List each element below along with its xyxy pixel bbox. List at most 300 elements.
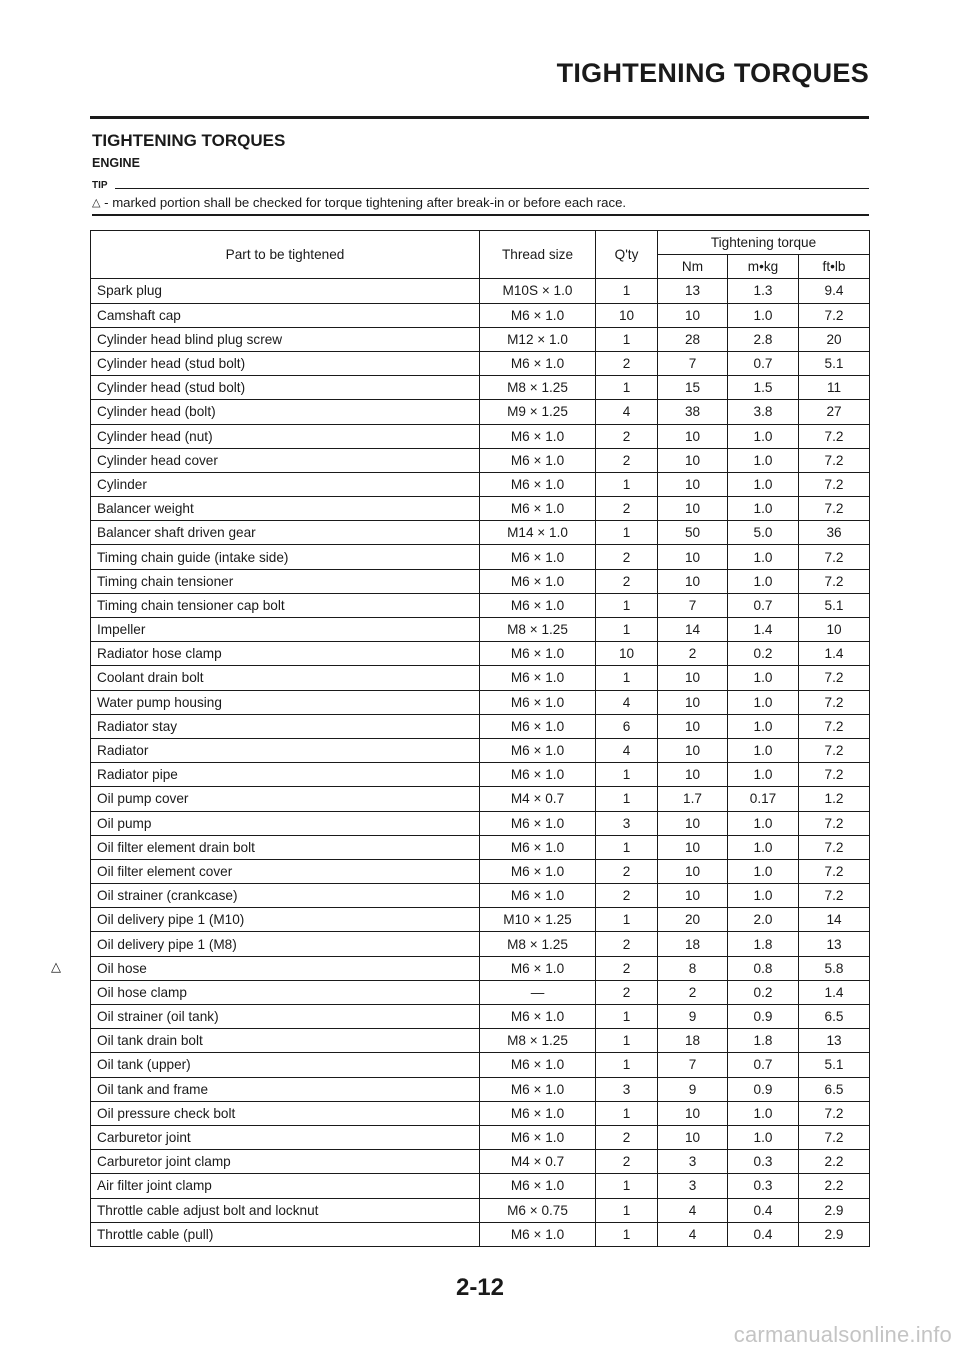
cell-mkg: 1.0 — [728, 763, 799, 787]
cell-mkg: 1.0 — [728, 1101, 799, 1125]
cell-thread: M14 × 1.0 — [480, 521, 596, 545]
cell-qty: 1 — [596, 1198, 658, 1222]
part-name: Coolant drain bolt — [97, 670, 204, 686]
cell-mkg: 1.0 — [728, 666, 799, 690]
cell-nm: 10 — [658, 666, 728, 690]
table-row — [91, 884, 870, 908]
cell-nm: 7 — [658, 593, 728, 617]
torque-table — [51, 230, 870, 1247]
part-name: Oil filter element drain bolt — [97, 839, 255, 855]
part-name: Oil pump — [97, 815, 152, 831]
header-part: Part to be tightened — [91, 231, 480, 279]
cell-mkg: 2.0 — [728, 908, 799, 932]
cell-mkg: 1.0 — [728, 448, 799, 472]
cell-nm: 9 — [658, 1077, 728, 1101]
cell-nm: 18 — [658, 1029, 728, 1053]
cell-nm: 10 — [658, 690, 728, 714]
cell-ftlb: 1.2 — [799, 787, 870, 811]
cell-ftlb: 7.2 — [799, 884, 870, 908]
cell-part — [91, 666, 480, 690]
cell-nm: 8 — [658, 956, 728, 980]
cell-mkg: 0.7 — [728, 593, 799, 617]
cell-part — [91, 376, 480, 400]
table-row — [91, 1053, 870, 1077]
table-row — [91, 690, 870, 714]
cell-ftlb: 7.2 — [799, 714, 870, 738]
cell-qty: 1 — [596, 1101, 658, 1125]
cell-mkg: 0.3 — [728, 1174, 799, 1198]
cell-part — [91, 472, 480, 496]
cell-part — [91, 1077, 480, 1101]
table-row — [91, 859, 870, 883]
cell-nm: 20 — [658, 908, 728, 932]
cell-thread: M6 × 1.0 — [480, 738, 596, 762]
cell-thread: M6 × 1.0 — [480, 690, 596, 714]
cell-part — [91, 932, 480, 956]
cell-mkg: 1.0 — [728, 835, 799, 859]
header-nm: Nm — [658, 255, 728, 279]
cell-nm: 2 — [658, 980, 728, 1004]
cell-nm: 10 — [658, 884, 728, 908]
cell-part — [91, 448, 480, 472]
table-row — [91, 787, 870, 811]
cell-ftlb: 2.2 — [799, 1174, 870, 1198]
cell-part — [91, 1053, 480, 1077]
part-name: Oil delivery pipe 1 (M10) — [97, 912, 245, 928]
cell-mkg: 1.0 — [728, 424, 799, 448]
part-name: Cylinder head (bolt) — [97, 404, 216, 420]
cell-qty: 2 — [596, 1150, 658, 1174]
cell-part — [91, 1150, 480, 1174]
table-row — [91, 1198, 870, 1222]
cell-thread: M6 × 1.0 — [480, 714, 596, 738]
table-row — [91, 376, 870, 400]
cell-thread: M4 × 0.7 — [480, 787, 596, 811]
cell-thread: M6 × 1.0 — [480, 884, 596, 908]
page-number: 2-12 — [455, 1274, 505, 1301]
part-name: Carburetor joint — [97, 1130, 191, 1146]
cell-part — [91, 593, 480, 617]
cell-part — [91, 618, 480, 642]
watermark: carmanualsonline.info — [733, 1322, 952, 1347]
cell-qty: 1 — [596, 521, 658, 545]
cell-ftlb: 27 — [799, 400, 870, 424]
cell-nm: 9 — [658, 1005, 728, 1029]
cell-thread: M8 × 1.25 — [480, 376, 596, 400]
cell-mkg: 0.9 — [728, 1005, 799, 1029]
cell-ftlb: 7.2 — [799, 424, 870, 448]
part-name: Spark plug — [97, 283, 162, 299]
cell-part — [91, 279, 480, 303]
cell-part — [91, 1101, 480, 1125]
part-name: Balancer weight — [97, 501, 194, 517]
cell-mkg: 1.0 — [728, 545, 799, 569]
cell-thread: M6 × 0.75 — [480, 1198, 596, 1222]
part-name: Timing chain tensioner — [97, 573, 234, 589]
triangle-marker-icon: △ — [51, 958, 61, 974]
cell-ftlb: 7.2 — [799, 497, 870, 521]
cell-nm: 3 — [658, 1150, 728, 1174]
table-row — [91, 1150, 870, 1174]
cell-thread: M9 × 1.25 — [480, 400, 596, 424]
cell-qty: 4 — [596, 400, 658, 424]
table-row — [91, 569, 870, 593]
cell-thread: M6 × 1.0 — [480, 1101, 596, 1125]
table-row — [91, 1005, 870, 1029]
cell-qty: 2 — [596, 569, 658, 593]
cell-mkg: 1.0 — [728, 569, 799, 593]
cell-thread: M6 × 1.0 — [480, 1005, 596, 1029]
cell-part — [91, 908, 480, 932]
part-name: Cylinder — [97, 476, 147, 492]
part-name: Oil strainer (oil tank) — [97, 1009, 219, 1025]
header-title: TIGHTENING TORQUES — [556, 58, 869, 88]
cell-qty: 1 — [596, 279, 658, 303]
cell-ftlb: 5.1 — [799, 593, 870, 617]
part-name: Oil hose — [97, 960, 147, 976]
cell-nm: 7 — [658, 351, 728, 375]
cell-part — [91, 835, 480, 859]
part-name: Radiator stay — [97, 718, 178, 734]
cell-qty: 1 — [596, 327, 658, 351]
cell-ftlb: 1.4 — [799, 980, 870, 1004]
header-thread-size: Thread size — [480, 231, 596, 279]
cell-ftlb: 14 — [799, 908, 870, 932]
cell-thread: M6 × 1.0 — [480, 351, 596, 375]
part-name: Oil tank and frame — [97, 1081, 209, 1097]
cell-nm: 50 — [658, 521, 728, 545]
part-name: Camshaft cap — [97, 307, 181, 323]
cell-qty: 3 — [596, 811, 658, 835]
cell-part — [91, 303, 480, 327]
section-title: TIGHTENING TORQUES — [92, 131, 286, 150]
cell-ftlb: 7.2 — [799, 690, 870, 714]
part-name: Oil strainer (crankcase) — [97, 888, 238, 904]
cell-mkg: 1.0 — [728, 884, 799, 908]
cell-qty: 10 — [596, 303, 658, 327]
cell-qty: 2 — [596, 545, 658, 569]
cell-thread: M6 × 1.0 — [480, 303, 596, 327]
cell-part — [91, 980, 480, 1004]
cell-nm: 10 — [658, 714, 728, 738]
cell-nm: 1.7 — [658, 787, 728, 811]
cell-qty: 1 — [596, 593, 658, 617]
table-row — [91, 1222, 870, 1246]
cell-thread: M6 × 1.0 — [480, 424, 596, 448]
cell-qty: 2 — [596, 497, 658, 521]
cell-mkg: 0.7 — [728, 1053, 799, 1077]
cell-part — [91, 884, 480, 908]
cell-qty: 1 — [596, 1005, 658, 1029]
table-row — [91, 980, 870, 1004]
cell-part — [91, 811, 480, 835]
cell-qty: 1 — [596, 835, 658, 859]
cell-part — [91, 569, 480, 593]
tip-bottom-rule — [92, 214, 869, 216]
triangle-marker-icon: △ — [92, 197, 101, 209]
part-name: Cylinder head cover — [97, 452, 218, 468]
cell-ftlb: 2.9 — [799, 1222, 870, 1246]
part-name: Impeller — [97, 622, 146, 638]
cell-ftlb: 6.5 — [799, 1077, 870, 1101]
table-row — [91, 545, 870, 569]
cell-part — [91, 400, 480, 424]
tip-box — [92, 180, 869, 217]
cell-ftlb: 13 — [799, 932, 870, 956]
cell-mkg: 0.17 — [728, 787, 799, 811]
cell-ftlb: 9.4 — [799, 279, 870, 303]
cell-qty: 1 — [596, 472, 658, 496]
tip-description: - marked portion shall be checked for torque tightening after break-in or before each race. — [100, 195, 627, 210]
cell-mkg: 1.0 — [728, 859, 799, 883]
cell-thread: M6 × 1.0 — [480, 811, 596, 835]
cell-thread: M6 × 1.0 — [480, 1125, 596, 1149]
cell-part — [91, 787, 480, 811]
table-row — [91, 327, 870, 351]
cell-part — [91, 424, 480, 448]
table-body — [51, 279, 870, 1247]
cell-ftlb: 7.2 — [799, 666, 870, 690]
cell-thread: M10 × 1.25 — [480, 908, 596, 932]
cell-nm: 10 — [658, 497, 728, 521]
part-name: Radiator — [97, 743, 149, 759]
cell-mkg: 1.0 — [728, 811, 799, 835]
cell-mkg: 0.7 — [728, 351, 799, 375]
part-name: Oil tank (upper) — [97, 1057, 191, 1073]
cell-nm: 10 — [658, 1101, 728, 1125]
table-row — [91, 666, 870, 690]
cell-qty: 1 — [596, 908, 658, 932]
cell-ftlb: 20 — [799, 327, 870, 351]
cell-mkg: 1.0 — [728, 690, 799, 714]
table-row — [91, 448, 870, 472]
table-row — [91, 763, 870, 787]
cell-nm: 10 — [658, 738, 728, 762]
part-name: Cylinder head blind plug screw — [97, 331, 283, 347]
cell-thread: M6 × 1.0 — [480, 1077, 596, 1101]
cell-thread: M8 × 1.25 — [480, 618, 596, 642]
cell-nm: 10 — [658, 763, 728, 787]
cell-mkg: 1.8 — [728, 932, 799, 956]
cell-qty: 4 — [596, 738, 658, 762]
table-row — [91, 618, 870, 642]
table-row — [91, 424, 870, 448]
cell-ftlb: 7.2 — [799, 448, 870, 472]
cell-part — [91, 1005, 480, 1029]
tip-top-rule — [115, 188, 869, 189]
cell-qty: 10 — [596, 642, 658, 666]
cell-mkg: 1.0 — [728, 1125, 799, 1149]
cell-part — [91, 545, 480, 569]
cell-nm: 28 — [658, 327, 728, 351]
cell-thread: M6 × 1.0 — [480, 497, 596, 521]
cell-thread: M6 × 1.0 — [480, 956, 596, 980]
table-row — [91, 932, 870, 956]
cell-mkg: 1.8 — [728, 1029, 799, 1053]
cell-ftlb: 7.2 — [799, 545, 870, 569]
cell-ftlb: 7.2 — [799, 1125, 870, 1149]
cell-mkg: 1.0 — [728, 303, 799, 327]
cell-mkg: 0.4 — [728, 1198, 799, 1222]
table-row — [91, 521, 870, 545]
cell-ftlb: 7.2 — [799, 859, 870, 883]
cell-qty: 1 — [596, 1174, 658, 1198]
header-tightening-torque: Tightening torque — [658, 231, 870, 255]
cell-ftlb: 5.8 — [799, 956, 870, 980]
cell-part — [91, 351, 480, 375]
table-header — [91, 231, 870, 279]
cell-nm: 10 — [658, 835, 728, 859]
table-row — [91, 497, 870, 521]
header-qty: Q'ty — [596, 231, 658, 279]
cell-ftlb: 6.5 — [799, 1005, 870, 1029]
cell-qty: 1 — [596, 1053, 658, 1077]
table-row — [91, 1029, 870, 1053]
cell-mkg: 1.0 — [728, 472, 799, 496]
cell-part — [91, 327, 480, 351]
cell-part — [91, 714, 480, 738]
cell-nm: 3 — [658, 1174, 728, 1198]
cell-thread: M12 × 1.0 — [480, 327, 596, 351]
part-name: Throttle cable (pull) — [97, 1226, 214, 1242]
cell-mkg: 1.3 — [728, 279, 799, 303]
table-row — [91, 351, 870, 375]
cell-ftlb: 7.2 — [799, 738, 870, 762]
cell-part — [91, 1029, 480, 1053]
cell-ftlb: 7.2 — [799, 763, 870, 787]
cell-nm: 38 — [658, 400, 728, 424]
cell-qty: 2 — [596, 1125, 658, 1149]
cell-part — [91, 763, 480, 787]
cell-thread: M8 × 1.25 — [480, 932, 596, 956]
cell-mkg: 0.2 — [728, 642, 799, 666]
cell-ftlb: 5.1 — [799, 351, 870, 375]
cell-ftlb: 10 — [799, 618, 870, 642]
cell-thread: M6 × 1.0 — [480, 666, 596, 690]
cell-mkg: 3.8 — [728, 400, 799, 424]
cell-qty: 1 — [596, 787, 658, 811]
cell-nm: 4 — [658, 1198, 728, 1222]
cell-part — [91, 859, 480, 883]
cell-part — [91, 1222, 480, 1246]
table-row — [91, 811, 870, 835]
cell-mkg: 1.5 — [728, 376, 799, 400]
cell-ftlb: 11 — [799, 376, 870, 400]
cell-nm: 13 — [658, 279, 728, 303]
table-row — [91, 593, 870, 617]
cell-qty: 2 — [596, 351, 658, 375]
cell-part — [91, 1174, 480, 1198]
cell-thread: M6 × 1.0 — [480, 569, 596, 593]
part-name: Carburetor joint clamp — [97, 1154, 231, 1170]
cell-mkg: 0.4 — [728, 1222, 799, 1246]
part-name: Air filter joint clamp — [97, 1178, 212, 1194]
part-name: Balancer shaft driven gear — [97, 525, 256, 541]
subsection-title: ENGINE — [92, 156, 140, 170]
table-row — [91, 1077, 870, 1101]
cell-nm: 10 — [658, 303, 728, 327]
cell-nm: 7 — [658, 1053, 728, 1077]
cell-ftlb: 1.4 — [799, 642, 870, 666]
cell-ftlb: 2.9 — [799, 1198, 870, 1222]
part-name: Water pump housing — [97, 694, 222, 710]
part-name: Oil filter element cover — [97, 863, 233, 879]
cell-qty: 6 — [596, 714, 658, 738]
cell-mkg: 0.9 — [728, 1077, 799, 1101]
cell-thread: M6 × 1.0 — [480, 835, 596, 859]
cell-thread: M6 × 1.0 — [480, 545, 596, 569]
table-row — [91, 835, 870, 859]
cell-ftlb: 7.2 — [799, 1101, 870, 1125]
part-name: Radiator hose clamp — [97, 646, 222, 662]
header-mkg: m•kg — [728, 255, 799, 279]
cell-nm: 14 — [658, 618, 728, 642]
cell-qty: 1 — [596, 1029, 658, 1053]
page-header — [90, 58, 869, 122]
cell-qty: 1 — [596, 376, 658, 400]
cell-qty: 2 — [596, 448, 658, 472]
cell-thread: M8 × 1.25 — [480, 1029, 596, 1053]
cell-nm: 10 — [658, 811, 728, 835]
cell-mkg: 0.3 — [728, 1150, 799, 1174]
cell-thread: — — [480, 980, 596, 1004]
table-row — [91, 956, 870, 980]
tip-label: TIP — [92, 180, 108, 191]
cell-part — [51, 956, 480, 980]
cell-ftlb: 7.2 — [799, 472, 870, 496]
cell-thread: M6 × 1.0 — [480, 1053, 596, 1077]
table-row — [91, 400, 870, 424]
part-name: Cylinder head (stud bolt) — [97, 380, 246, 396]
cell-qty: 4 — [596, 690, 658, 714]
cell-thread: M6 × 1.0 — [480, 593, 596, 617]
cell-thread: M6 × 1.0 — [480, 1174, 596, 1198]
part-name: Cylinder head (nut) — [97, 428, 213, 444]
cell-thread: M6 × 1.0 — [480, 472, 596, 496]
table-row — [91, 714, 870, 738]
cell-thread: M6 × 1.0 — [480, 763, 596, 787]
part-name: Throttle cable adjust bolt and locknut — [97, 1202, 319, 1218]
cell-qty: 3 — [596, 1077, 658, 1101]
table-row — [91, 738, 870, 762]
part-name: Oil delivery pipe 1 (M8) — [97, 936, 237, 952]
part-name: Radiator pipe — [97, 767, 178, 783]
cell-ftlb: 7.2 — [799, 811, 870, 835]
cell-mkg: 1.0 — [728, 497, 799, 521]
cell-qty: 2 — [596, 932, 658, 956]
cell-nm: 10 — [658, 859, 728, 883]
cell-mkg: 1.4 — [728, 618, 799, 642]
cell-ftlb: 7.2 — [799, 303, 870, 327]
cell-nm: 10 — [658, 472, 728, 496]
tip-text — [92, 195, 626, 210]
cell-nm: 4 — [658, 1222, 728, 1246]
cell-mkg: 1.0 — [728, 738, 799, 762]
cell-qty: 1 — [596, 666, 658, 690]
cell-part — [91, 1125, 480, 1149]
cell-nm: 18 — [658, 932, 728, 956]
cell-thread: M4 × 0.7 — [480, 1150, 596, 1174]
cell-mkg: 0.8 — [728, 956, 799, 980]
cell-qty: 2 — [596, 884, 658, 908]
cell-mkg: 0.2 — [728, 980, 799, 1004]
cell-thread: M10S × 1.0 — [480, 279, 596, 303]
part-name: Timing chain guide (intake side) — [97, 549, 289, 565]
table-row — [91, 303, 870, 327]
cell-part — [91, 642, 480, 666]
cell-nm: 15 — [658, 376, 728, 400]
cell-mkg: 2.8 — [728, 327, 799, 351]
